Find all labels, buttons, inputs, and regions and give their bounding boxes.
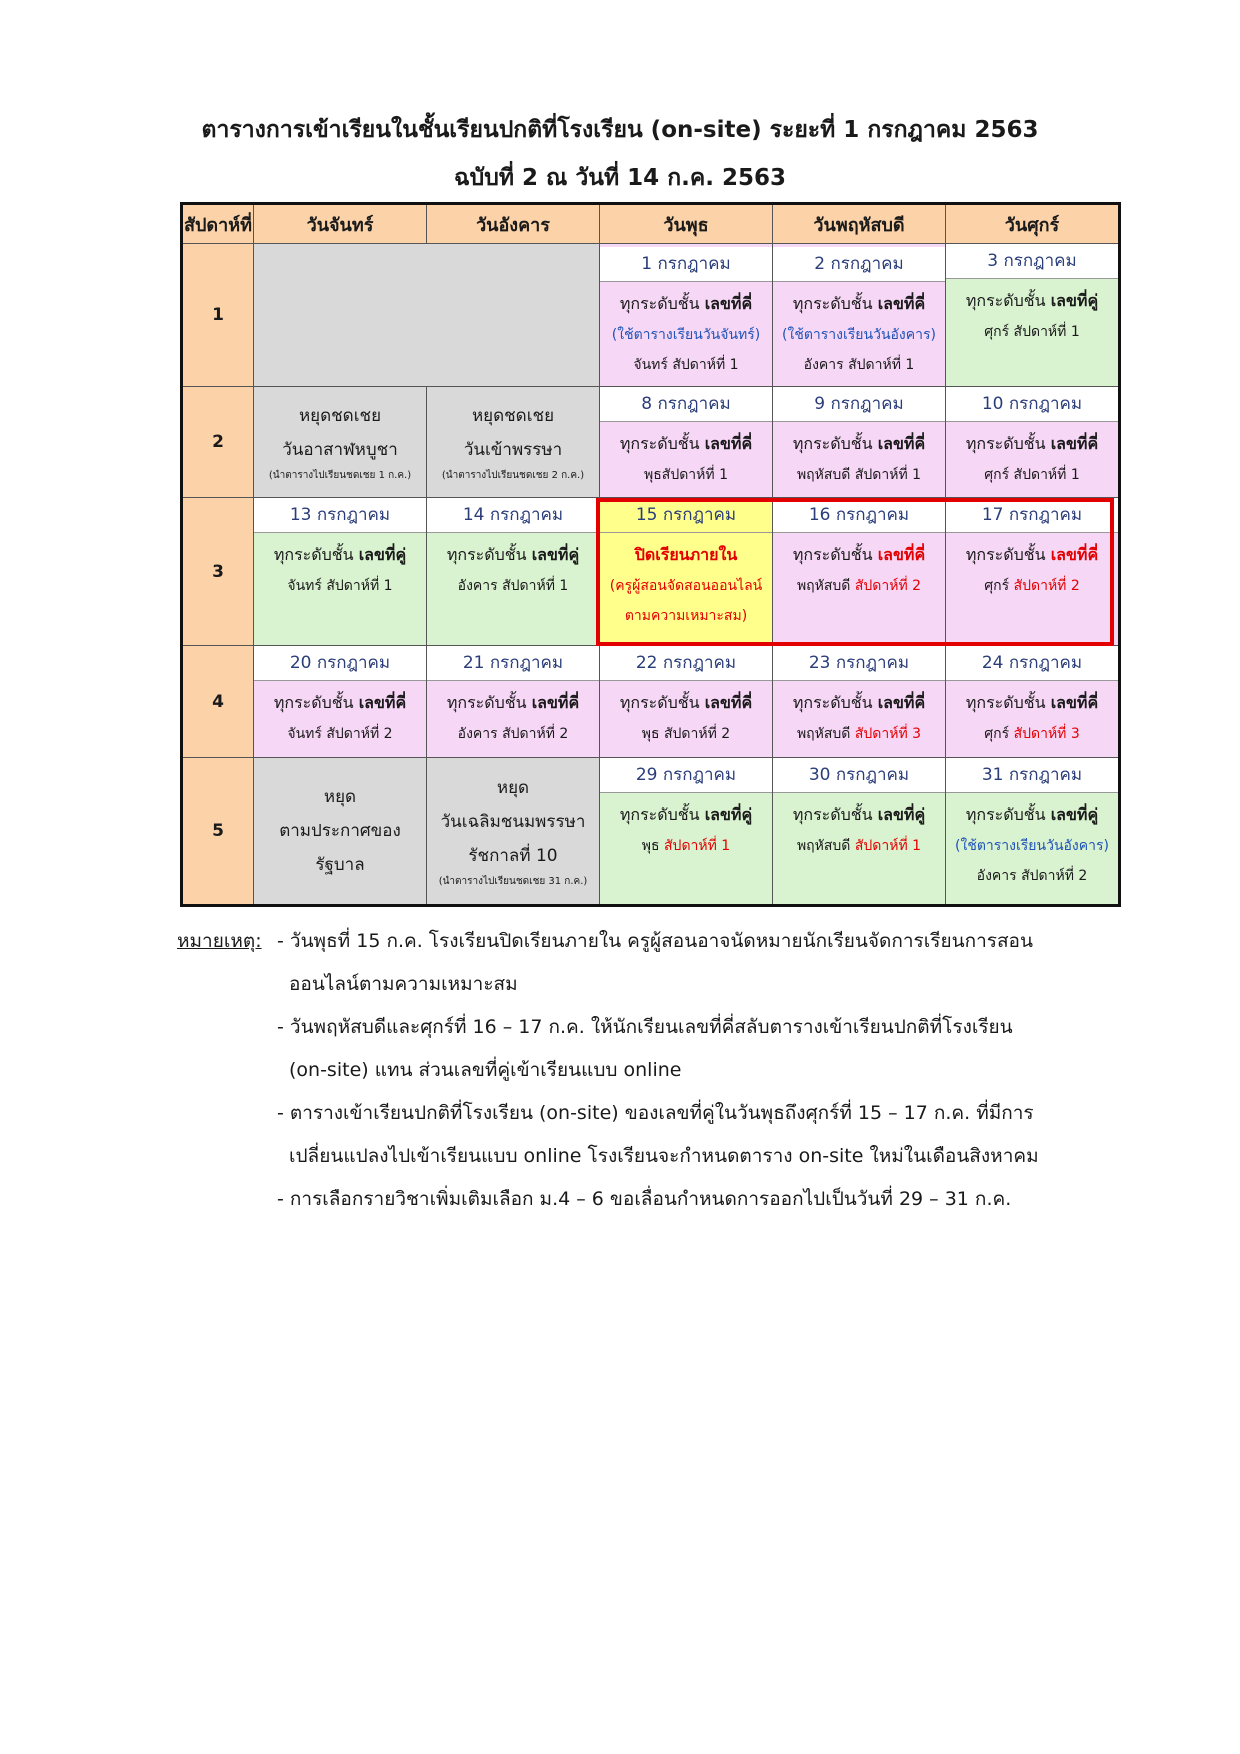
number-group: เลขที่คี่	[531, 693, 580, 712]
holiday-cell	[254, 758, 427, 906]
holiday-note: (นำตารางไปเรียนชดเชย 2 ก.ค.)	[441, 470, 585, 481]
day-cell	[773, 758, 946, 906]
note-line: - ตารางเข้าเรียนปกติที่โรงเรียน (on-site) ของเลขที่คู่ในวันพุธถึงศุกร์ที่ 15 – 17 ก.ค. ที่มีการ	[277, 1102, 1034, 1124]
holiday-note: (นำตารางไปเรียนชดเชย 31 ก.ค.)	[438, 876, 588, 887]
grade-text: ทุกระดับชั้น	[792, 545, 878, 564]
schedule-ref: ศุกร์ สัปดาห์ที่ 1	[984, 324, 1080, 340]
holiday-label: หยุด	[496, 778, 530, 798]
schedule-week: สัปดาห์ที่ 2	[1013, 578, 1080, 594]
holiday-label: หยุดชดเชย	[298, 406, 382, 426]
grade-text: ทุกระดับชั้น	[273, 545, 359, 564]
day-cell	[600, 387, 773, 498]
header-thursday: วันพฤหัสบดี	[773, 204, 946, 244]
holiday-label: หยุด	[323, 787, 357, 807]
note-text: (ใช้ตารางเรียนวันจันทร์)	[611, 326, 761, 343]
note-line: - วันพฤหัสบดีและศุกร์ที่ 16 – 17 ก.ค. ให้นักเรียนเลขที่คี่สลับตารางเข้าเรียนปกติที่โรงเรียน	[277, 1016, 1013, 1038]
date-label: 9 กรกฎาคม	[773, 387, 945, 422]
day-cell	[427, 498, 600, 646]
grade-text: ทุกระดับชั้น	[965, 805, 1051, 824]
number-group: เลขที่คี่	[877, 293, 926, 313]
number-group: เลขที่คี่	[704, 434, 753, 453]
schedule-ref: พุธ สัปดาห์ที่ 2	[641, 726, 731, 742]
week-number: 5	[182, 758, 254, 906]
day-cell	[946, 244, 1120, 387]
grade-text: ทุกระดับชั้น	[619, 293, 705, 313]
date-label: 10 กรกฎาคม	[946, 387, 1118, 422]
schedule-ref: พุธสัปดาห์ที่ 1	[644, 467, 728, 483]
day-cell	[946, 387, 1120, 498]
date-label: 15 กรกฎาคม	[600, 498, 772, 533]
day-cell	[600, 646, 773, 758]
holiday-name: ตามประกาศของ	[279, 821, 401, 841]
number-group: เลขที่คี่	[704, 693, 753, 712]
date-label: 30 กรกฎาคม	[773, 758, 945, 793]
holiday-name: รัชกาลที่ 10	[468, 846, 558, 866]
number-group: เลขที่คี่	[877, 693, 926, 712]
document-subtitle: ฉบับที่ 2 ณ วันที่ 14 ก.ค. 2563	[453, 165, 787, 191]
holiday-name: รัฐบาล	[315, 855, 365, 875]
schedule-day: พฤหัสบดี	[796, 578, 855, 594]
schedule-day: พฤหัสบดี	[796, 838, 855, 854]
schedule-ref: อังคาร สัปดาห์ที่ 2	[976, 868, 1088, 884]
number-group: เลขที่คี่	[1050, 693, 1099, 712]
schedule-week: สัปดาห์ที่ 1	[854, 838, 922, 854]
week-row	[182, 244, 1120, 387]
holiday-name: วันอาสาฬหบูชา	[282, 440, 398, 460]
grade-text: ทุกระดับชั้น	[965, 545, 1051, 564]
schedule-day: ศุกร์	[984, 578, 1014, 594]
day-cell	[427, 646, 600, 758]
grade-text: ทุกระดับชั้น	[792, 805, 878, 824]
day-cell	[946, 498, 1120, 646]
schedule-day: พฤหัสบดี	[796, 726, 855, 742]
date-label: 2 กรกฎาคม	[773, 247, 945, 282]
closed-note: ตามความเหมาะสม)	[624, 608, 748, 624]
date-label: 31 กรกฎาคม	[946, 758, 1118, 793]
date-label: 29 กรกฎาคม	[600, 758, 772, 793]
schedule-week: สัปดาห์ที่ 3	[854, 726, 922, 742]
number-group: เลขที่คู่	[531, 545, 580, 564]
day-cell	[773, 498, 946, 646]
number-group: เลขที่คี่	[877, 434, 926, 453]
date-label: 22 กรกฎาคม	[600, 646, 772, 681]
day-cell	[254, 498, 427, 646]
date-label: 24 กรกฎาคม	[946, 646, 1118, 681]
date-label: 1 กรกฎาคม	[600, 247, 772, 282]
closed-label: ปิดเรียนภายใน	[634, 545, 738, 564]
date-label: 14 กรกฎาคม	[427, 498, 599, 533]
schedule-ref: จันทร์ สัปดาห์ที่ 1	[633, 356, 739, 373]
date-label: 20 กรกฎาคม	[254, 646, 426, 681]
number-group: เลขที่คี่	[1050, 434, 1099, 453]
grade-text: ทุกระดับชั้น	[446, 693, 532, 712]
grade-text: ทุกระดับชั้น	[619, 693, 705, 712]
date-label: 8 กรกฎาคม	[600, 387, 772, 422]
holiday-note: (นำตารางไปเรียนชดเชย 1 ก.ค.)	[268, 470, 412, 481]
week-row	[182, 498, 1120, 646]
note-text: (ใช้ตารางเรียนวันอังคาร)	[955, 838, 1109, 854]
day-cell	[254, 646, 427, 758]
schedule-week: สัปดาห์ที่ 1	[664, 838, 731, 854]
day-cell	[773, 646, 946, 758]
date-label: 3 กรกฎาคม	[946, 244, 1118, 279]
number-group: เลขที่คู่	[1050, 291, 1099, 310]
grade-text: ทุกระดับชั้น	[965, 693, 1051, 712]
date-label: 16 กรกฎาคม	[773, 498, 945, 533]
day-cell	[600, 244, 773, 387]
header-monday: วันจันทร์	[254, 204, 427, 244]
schedule-ref: จันทร์ สัปดาห์ที่ 2	[287, 726, 393, 742]
holiday-cell	[427, 758, 600, 906]
note-line: ออนไลน์ตามความเหมาะสม	[289, 973, 518, 995]
week-number: 4	[182, 646, 254, 758]
note-line: - การเลือกรายวิชาเพิ่มเติมเลือก ม.4 – 6 ขอเลื่อนกำหนดการออกไปเป็นวันที่ 29 – 31 ก.ค.	[277, 1188, 1012, 1210]
grade-text: ทุกระดับชั้น	[619, 434, 705, 453]
empty-cell	[254, 244, 600, 387]
grade-text: ทุกระดับชั้น	[792, 434, 878, 453]
date-label: 17 กรกฎาคม	[946, 498, 1118, 533]
number-group: เลขที่คี่	[1050, 545, 1099, 564]
note-line: เปลี่ยนแปลงไปเข้าเรียนแบบ online โรงเรียนจะกำหนดตาราง on-site ใหม่ในเดือนสิงหาคม	[289, 1145, 1039, 1167]
number-group: เลขที่คู่	[704, 805, 753, 824]
grade-text: ทุกระดับชั้น	[446, 545, 532, 564]
number-group: เลขที่คี่	[877, 545, 926, 564]
note-line: - วันพุธที่ 15 ก.ค. โรงเรียนปิดเรียนภายใน ครูผู้สอนอาจนัดหมายนักเรียนจัดการเรียนการสอน	[277, 930, 1033, 952]
day-cell	[773, 244, 946, 387]
schedule-ref: ศุกร์ สัปดาห์ที่ 1	[984, 467, 1080, 483]
grade-text: ทุกระดับชั้น	[965, 434, 1051, 453]
schedule-ref: อังคาร สัปดาห์ที่ 2	[457, 726, 569, 742]
day-cell	[946, 646, 1120, 758]
number-group: เลขที่คู่	[358, 545, 407, 564]
header-wednesday: วันพุธ	[600, 204, 773, 244]
number-group: เลขที่คี่	[704, 293, 753, 313]
schedule-day: ศุกร์	[984, 726, 1014, 742]
schedule-week: สัปดาห์ที่ 3	[1013, 726, 1080, 742]
holiday-name: วันเฉลิมชนมพรรษา	[440, 812, 586, 832]
date-label: 21 กรกฎาคม	[427, 646, 599, 681]
schedule-ref: พฤหัสบดี สัปดาห์ที่ 1	[796, 467, 922, 483]
schedule-week: สัปดาห์ที่ 2	[854, 578, 922, 594]
schedule-ref: อังคาร สัปดาห์ที่ 1	[457, 578, 569, 594]
closed-note: (ครูผู้สอนจัดสอนออนไลน์	[609, 578, 763, 594]
week-row	[182, 387, 1120, 498]
schedule-day: พุธ	[641, 838, 665, 854]
holiday-cell	[427, 387, 600, 498]
week-number: 1	[182, 244, 254, 387]
week-row	[182, 646, 1120, 758]
number-group: เลขที่คู่	[1050, 805, 1099, 824]
notes-label: หมายเหตุ:	[177, 930, 262, 952]
schedule-ref: จันทร์ สัปดาห์ที่ 1	[287, 578, 393, 594]
holiday-name: วันเข้าพรรษา	[463, 440, 563, 460]
week-number: 2	[182, 387, 254, 498]
grade-text: ทุกระดับชั้น	[273, 693, 359, 712]
day-cell	[600, 758, 773, 906]
number-group: เลขที่คู่	[877, 805, 926, 824]
grade-text: ทุกระดับชั้น	[965, 291, 1051, 310]
number-group: เลขที่คี่	[358, 693, 407, 712]
day-cell	[773, 387, 946, 498]
week-row	[182, 758, 1120, 906]
holiday-cell	[254, 387, 427, 498]
document-title: ตารางการเข้าเรียนในชั้นเรียนปกติที่โรงเรียน (on-site) ระยะที่ 1 กรกฎาคม 2563	[201, 117, 1039, 143]
date-label: 23 กรกฎาคม	[773, 646, 945, 681]
holiday-label: หยุดชดเชย	[471, 406, 555, 426]
day-cell	[946, 758, 1120, 906]
grade-text: ทุกระดับชั้น	[619, 805, 705, 824]
grade-text: ทุกระดับชั้น	[792, 693, 878, 712]
grade-text: ทุกระดับชั้น	[792, 293, 878, 313]
day-cell-closed	[600, 498, 773, 646]
header-row	[182, 204, 1120, 244]
note-line: (on-site) แทน ส่วนเลขที่คู่เข้าเรียนแบบ online	[289, 1059, 682, 1081]
date-label: 13 กรกฎาคม	[254, 498, 426, 533]
schedule-ref: อังคาร สัปดาห์ที่ 1	[803, 356, 915, 373]
schedule-table	[180, 202, 1121, 907]
header-week: สัปดาห์ที่	[182, 204, 254, 244]
header-friday: วันศุกร์	[946, 204, 1120, 244]
note-text: (ใช้ตารางเรียนวันอังคาร)	[782, 326, 936, 343]
week-number: 3	[182, 498, 254, 646]
header-tuesday: วันอังคาร	[427, 204, 600, 244]
